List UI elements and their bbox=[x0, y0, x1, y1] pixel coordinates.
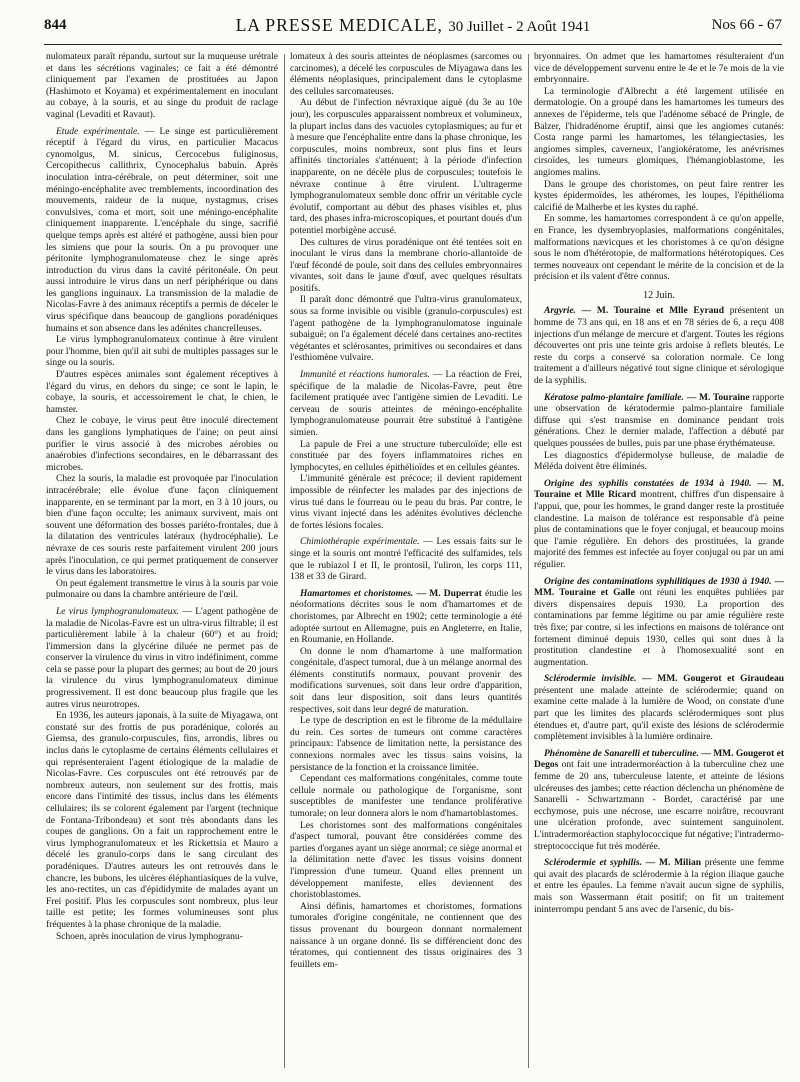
section-hamartomas bbox=[290, 589, 522, 647]
paragraph: Des cultures de virus poradénique ont été tentées soit en inoculant le virus dans la membrane chorio-allantoïde de l'œuf fécondé de poule, soit dans des cellules embryonnaires vivantes, soit dans le jaune d'œuf, avec quelques résultats positifs. bbox=[290, 237, 522, 294]
column-divider bbox=[528, 54, 529, 1068]
section-invisible-scleroderma bbox=[534, 674, 784, 744]
section-author: — MM. Gougerot et Giraudeau bbox=[636, 674, 784, 685]
section-text: rapporte une observation de kératodermie palmo-plantaire familiale diffuse qui s'est transmise en dominance pendant trois générations. Chez le dernier malade, l'affection a débuté par quelques poussées de bulles, puis par une phase érythémateuse. bbox=[534, 392, 784, 449]
section-heading: Origine des contaminations syphilitiques de 1930 à 1940. bbox=[544, 576, 772, 587]
paragraph: Schoen, après inoculation de virus lymphogranu- bbox=[56, 931, 243, 942]
section-author: — MM. Touraine et Galle bbox=[534, 576, 784, 599]
section-heading: Etude expérimentale. bbox=[56, 126, 140, 137]
section-author: — M. Duperrat bbox=[413, 588, 482, 599]
paragraph: Au début de l'infection névraxique aiguë (du 3e au 10e jour), les corpuscules apparaissent nombreux et volumineux, la plupart inclus dans des vacuoles cytoplasmiques; au fur et à mesure que l'encéphalite entre dans la phase chronique, les corpuscules, moins nombreux, sont plus fins et leurs affinités tinctoriales s'atténuent; à la période d'infection inapparente, on ne décèle plus de corpuscules; toutefois le névraxe continue à être virulent. L'ultragerme lymphogranulomateux semble donc offrir un véritable cycle évolutif, comportant au début des phases visibles et, plus tard, des phases infra-microscopiques, et pourtant doués d'un potentiel morbigène accusé. bbox=[290, 98, 522, 236]
section-text: ont réuni les enquêtes publiées par divers dispensaires depuis 1930. La proportion des contaminations par femme légitime ou par amie régulière reste très fixe; par contre, si les infections en maisons de tolérance ont fortement diminué depuis 1930, celles qui sont dues à la prostitution clandestine et à l'homosexualité sont en augmentation. bbox=[534, 588, 784, 668]
paragraph: lomateux à des souris atteintes de néoplasmes (sarcomes ou carcinomes), a décelé les corpuscules de Miyagawa dans les éléments néoplasiques, principalement dans le cytoplasme des cellules sarcomateuses. bbox=[290, 52, 522, 97]
paragraph: bryonnaires. On admet que les hamartomes résulteraient d'un vice de développement survenu entre le 4e et le 7e mois de la vie embryonnaire. bbox=[534, 52, 784, 86]
paragraph: L'immunité générale est précoce; il devient rapidement impossible de réinfecter les malades par des injections de virus tué dans le fourreau ou le peau du bras. Par contre, le virus vivant injecté dans les adénites évolutives déclenche de fortes lésions focales. bbox=[290, 474, 522, 531]
session-date-heading: 12 Juin. bbox=[643, 289, 675, 301]
section-author: — MM. Gougerot et Degos bbox=[534, 748, 784, 771]
paragraph: Cependant ces malformations congénitales, comme toute cellule normale ou pathologique de l'organisme, sont susceptibles de manifester une tendance proliférative tumorale; on leur donnera alors le nom d'hamartoblastomes. bbox=[290, 774, 522, 819]
section-author: — M. Milian bbox=[642, 858, 701, 869]
paragraph: Le virus lymphogranulomateux continue à être virulent pour l'homme, bien qu'il ait subi de multiples passages sur le singe ou la souris. bbox=[46, 335, 278, 369]
section-contamination-origin bbox=[534, 577, 784, 670]
section-heading: Le virus lymphogranulomateux. bbox=[56, 606, 180, 617]
section-text: présentent une malade atteinte de sclérodermie; quand on examine cette malade à la lumière de Wood, on constate d'une part que les limites des placards sclérodermiques sont plus étendues et, d'autre part, qu'il existe des lésions de sclérodermie complètement invisibles à la lumière ordinaire. bbox=[534, 685, 784, 743]
paragraph: La papule de Frei a une structure tuberculoïde; elle est constituée par des foyers inflammatoires riches en lymphocytes, en cellules épithélioïdes et en cellules géantes. bbox=[290, 439, 522, 473]
section-scleroderma-syphilis bbox=[534, 858, 784, 916]
journal-name: LA PRESSE MEDICALE, bbox=[235, 15, 443, 35]
journal-title bbox=[44, 15, 782, 36]
section-heading: Argyrie. bbox=[544, 306, 576, 317]
issue-date: 30 Juillet - 2 Août 1941 bbox=[448, 19, 591, 35]
section-text: ont fait une intradermoréaction à la tuberculine chez une femme de 20 ans, tuberculeuse latente, et atteinte de lésions ulcéreuses des jambes; cette réaction déclencha un phénomène de Sanarelli - Schwartzmann - Bordet, caractérisé par une ecchymose, puis une nécrose, une escarre noirâtre, recouvrant une ulcération profonde, avec suintement sanguinolent. L'intradermoréaction staphylococcique fut négative; l'intradermo-streptococcique fut très modérée. bbox=[534, 760, 784, 852]
section-immunity bbox=[290, 370, 522, 440]
section-heading: Origine des syphilis constatées de 1934 à 1940. bbox=[544, 478, 752, 489]
section-keratosis bbox=[534, 393, 784, 451]
section-text: — L'agent pathogène de la maladie de Nicolas-Favre est un ultra-virus filtrable; il est particulièrement labile à la chaleur (60°) et au froid; l'immersion dans la glycérine diluée ne permet pas de conserver la virulence du virus in vitro indéfiniment, comme cela se passe pour la plupart des germes; au bout de 20 jours la virulence du virus lymphogranulomateux diminue progressivement. Il est donc beaucoup plus fragile que les autres virus neurotropes. bbox=[46, 606, 278, 710]
paragraph: D'autres espèces animales sont également réceptives à l'égard du virus, en dehors du singe; ce sont le lapin, le cobaye, la souris, et accessoirement le chat, le chien, le hamster. bbox=[46, 370, 278, 415]
section-heading: Hamartomes et choristomes. bbox=[300, 588, 414, 599]
section-heading: Chimiothérapie expérimentale. bbox=[300, 537, 420, 548]
section-experimental-study bbox=[46, 127, 278, 336]
section-text: montrent, chiffres d'un dispensaire à l'appui, que, pour les hommes, le grand danger reste la prostituée clandestine. La maison de tolérance est responsable d'à peine plus de contaminations que le foyer conjugal, et beaucoup moins que l'amie régulière. En dehors des prostituées, la grande majorité des femmes est infectée au foyer conjugal ou par un ami régulier. bbox=[534, 490, 784, 570]
section-argyria bbox=[534, 306, 784, 387]
section-text: — Les essais faits sur le singe et la souris ont montré l'efficacité des sulfamides, tels que le rubiazol I et II, le prontosil, l'uliron, les corps 111, 138 et 33 de Girard. bbox=[290, 537, 522, 583]
section-heading: Sclérodermie invisible. bbox=[544, 674, 637, 685]
section-author: — M. Touraine et Mlle Eyraud bbox=[575, 306, 724, 317]
section-text: — Le singe est particulièrement réceptif à l'égard du virus, en particulier Macacus cynomolgus, M. sinicus, Cercocebus fuliginosus, Cercopithecus callithrix, Cynocephalus babuin. Après inoculation intra-cérébrale, on peut déterminer, soit une méningo-encéphalite avec tremblements, incoordination des mouvements, raideur de la nuque, nystagmus, crises convulsives, coma et mort, soit une méningo-encéphalite cliniquement inapparente. L'encéphale du singe, sacrifié quelque temps après est altéré et pathogène, aussi bien pour les simiens que pour la souris. On a pu provoquer une péritonite lymphogranulomateuse chez le singe après introduction du virus dans la cavité péritonéale. On peut aussi introduire le virus dans un nerf périphérique ou dans les ganglions inguinaux. La transmission de la maladie de Nicolas-Favre à des animaux réceptifs a permis de déceler le virus spécifique dans beaucoup de ganglions poradéniques humains et son absence dans les adénites chancrelleuses. bbox=[46, 126, 278, 334]
section-heading: Immunité et réactions humorales. bbox=[300, 370, 430, 381]
section-heading: Sclérodermie et syphilis. bbox=[544, 858, 642, 869]
section-virus bbox=[46, 607, 278, 711]
section-sanarelli bbox=[534, 749, 784, 853]
section-text: — La réaction de Frei, spécifique de la maladie de Nicolas-Favre, peut être facilement pratiquée avec l'antigène simien de Levaditi. Le cerveau de souris atteintes de méningo-encéphalite lymphogranulomateuse pourrait être substitué à l'antigène simien. bbox=[290, 370, 522, 438]
paragraph: Les choristomes sont des malformations congénitales d'aspect tumoral, pouvant être considérées comme des parties d'organes ayant un siège anormal; ce siège anormal et la délimitation nette d'avec les tissus voisins donnent l'impression d'une tumeur. Quand elles prennent un développement manifeste, elles deviennent des choristoblastomes. bbox=[290, 820, 522, 901]
paragraph: Ainsi définis, hamartomes et choristomes, formations tumorales d'origine congénitale, ne contiennent que des tissus provenant du bourgeon donnant normalement naissance à un organe donné. Ils se différencient donc des tératomes, qui contiennent des tissus originaires des 3 feuillets em- bbox=[290, 901, 522, 970]
section-text: étudie les néoformations décrites sous le nom d'hamartomes et de choristomes, par Albrecht en 1902; cette terminologie a été adoptée surtout en Allemagne, puis en Angleterre, en Italie, en Roumanie, en Hollande. bbox=[290, 588, 522, 646]
section-text: présente une femme qui avait des placards de sclérodermie à la région iliaque gauche et entre les épaules. La femme n'avait aucun signe de syphilis, mais son Wassermann était positif; on fit un traitement ininterrompu pendant 5 ans avec de l'arsenic, du bis- bbox=[534, 858, 784, 915]
page-number: 844 bbox=[44, 17, 67, 33]
section-chemotherapy bbox=[290, 537, 522, 583]
section-heading: Phénomène de Sanarelli et tuberculine. bbox=[544, 748, 699, 759]
page-header bbox=[44, 14, 782, 45]
paragraph: Chez la souris, la maladie est provoquée par l'inoculation intracérébrale; elle évolue d'une façon cliniquement inapparente, en se terminant par la mort, en 3 à 10 jours, ou bien d'une façon occulte; les animaux survivent, mais ont souvent une déformation des bosses pariéto-frontales, due à la dilatation des ventricules latéraux (hydrocéphalie). Le névraxe de ces souris reste parfaitement virulent 200 jours après l'inoculation, ce qui permet pratiquement de conserver le virus dans les laboratoires. bbox=[46, 474, 278, 578]
section-author: — M. Touraine et Mlle Ricard bbox=[534, 478, 784, 501]
section-text: présentent un homme de 73 ans qui, en 18 ans et en 78 séries de 6, a reçu 408 injections d'un mélange de mercure et d'argent. Toutes les régions découvertes ont pris une teinte gris ardoise à reflets bleutés. Le reste du corps a conservé sa coloration normale. Ce long traitement a d'ailleurs négativé tout signe clinique et sérologique de la syphilis. bbox=[534, 306, 784, 387]
paragraph: Le type de description en est le fibrome de la médullaire du rein. Ces sortes de tumeurs ont comme caractères principaux: l'absence de limitation nette, la persistance des connexions normales avec les tissus sains voisins, la persistance de la fonction et la croissance limitée. bbox=[290, 716, 522, 773]
paragraph: Il paraît donc démontré que l'ultra-virus granulomateux, sous sa forme invisible ou visible (granulo-corpuscules) est l'agent pathogène de la lymphogranulomatose inguinale subaiguë; on l'a également décelé dans certaines ano-rectites végétantes et sclérosantes, primitives ou secondaires et dans l'esthiomène vulvaire. bbox=[290, 295, 522, 364]
section-syphilis-origin bbox=[534, 479, 784, 572]
paragraph: nulomateux paraît répandu, surtout sur la muqueuse urétrale et dans les sécrétions vaginales; ce fait a été démontré cliniquement par l'examen de prostituées au Japon (Hashimoto et Koyama) et expérimentalement en inoculant au cobaye, à la souris, et au singe du produit de raclage vaginal (Levaditi et Ravaut). bbox=[46, 52, 278, 120]
paragraph: On donne le nom d'hamartome à une malformation congénitale, d'aspect tumoral, due à un mélange anormal des éléments constitutifs normaux, pouvant provenir des modifications survenues, soit dans leur ordre d'apparition, soit dans leur disposition, soit dans leurs quantités respectives, soit dans leur degré de maturation. bbox=[290, 646, 522, 715]
section-heading: Kératose palmo-plantaire familiale. bbox=[544, 392, 684, 403]
paragraph: La terminologie d'Albrecht a été largement utilisée en dermatologie. On a groupé dans les hamartomes les tumeurs des annexes de l'épiderme, tels que l'adénome sébacé de Pringle, de Balzer, l'hidradénome éruptif, ainsi que les angiomes cutanés: Costa range parmi les hamartomes, les télangiectasies, les angiomes simples, caverneux, l'angiokératome, les anévrismes cirsoïdes, les tumeurs glomiques, l'hémangioblastome, les angiomes malins. bbox=[534, 86, 784, 178]
issue-number: Nos 66 - 67 bbox=[711, 17, 782, 33]
column-1 bbox=[46, 52, 278, 1074]
paragraph: On peut également transmettre le virus à la souris par voie pulmonaire ou dans la chambre antérieure de l'œil. bbox=[46, 578, 278, 601]
paragraph: Dans le groupe des choristomes, on peut faire rentrer les kystes épidermoïdes, les athéromes, les loupes, l'épithélioma calcifié de Malherbe et les kystes du raphé. bbox=[534, 179, 784, 213]
paragraph: En 1936, les auteurs japonais, à la suite de Miyagawa, ont constaté sur des frottis de pus poradénique, colorés au Giemsa, des granulo-corpuscules, fins, arrondis, libres ou inclus dans le cytoplasme de certains éléments cellulaires et qui représenteraient l'agent étiologique de la maladie de Nicolas-Favre. Ces corpuscules ont été retrouvés par de nombreux auteurs, non seulement sur des frottis, mais encore dans l'intimité des tissus, inclus dans les éléments cellulaires; ils se colorent également par l'argent (technique de Fontana-Tribondeau) et sont très abondants dans les coupes de ganglions. On a fait un rapprochement entre le virus lymphogranulomateux et les Rickettsia et Mauro a décelé les granulo-corps dans le sang circulant des poradéniques. D'autres auteurs les ont retrouvés dans le chancre, les bubons, les ulcères éléphantiasiques de la vulve, les ano-rectites, un cas d'épididymite de malades ayant un Frei positif. Plus les corpuscules sont nombreux, plus leur taille est petite; les formes volumineuses sont plus fréquentes à la phase chronique de la maladie. bbox=[46, 711, 278, 930]
paragraph: Chez le cobaye, le virus peut être inoculé directement dans les ganglions lymphatiques de l'aine; on peut ainsi purifier le virus associé à des microbes aérobies ou anaérobies d'infections secondaires, en le débarrassant des microbes. bbox=[46, 416, 278, 473]
paragraph: En somme, les hamartomes correspondent à ce qu'on appelle, en France, les dysembryoplasies, malformations congénitales, malformations nævicques et les choristomes à ce qu'on désigne sous le nom d'hétérotopie, de malformations hétérotopiques. Ces termes nouveaux ont cependant le mérite de la concision et de la précision et ils valent d'être connus. bbox=[534, 214, 784, 283]
column-2 bbox=[290, 52, 522, 1074]
section-author: — M. Touraine bbox=[683, 392, 750, 403]
column-3 bbox=[534, 52, 784, 1074]
column-divider bbox=[284, 54, 285, 1068]
paragraph: Les diagnostics d'épidermolyse bulleuse, de maladie de Méléda doivent être éliminés. bbox=[534, 450, 784, 473]
